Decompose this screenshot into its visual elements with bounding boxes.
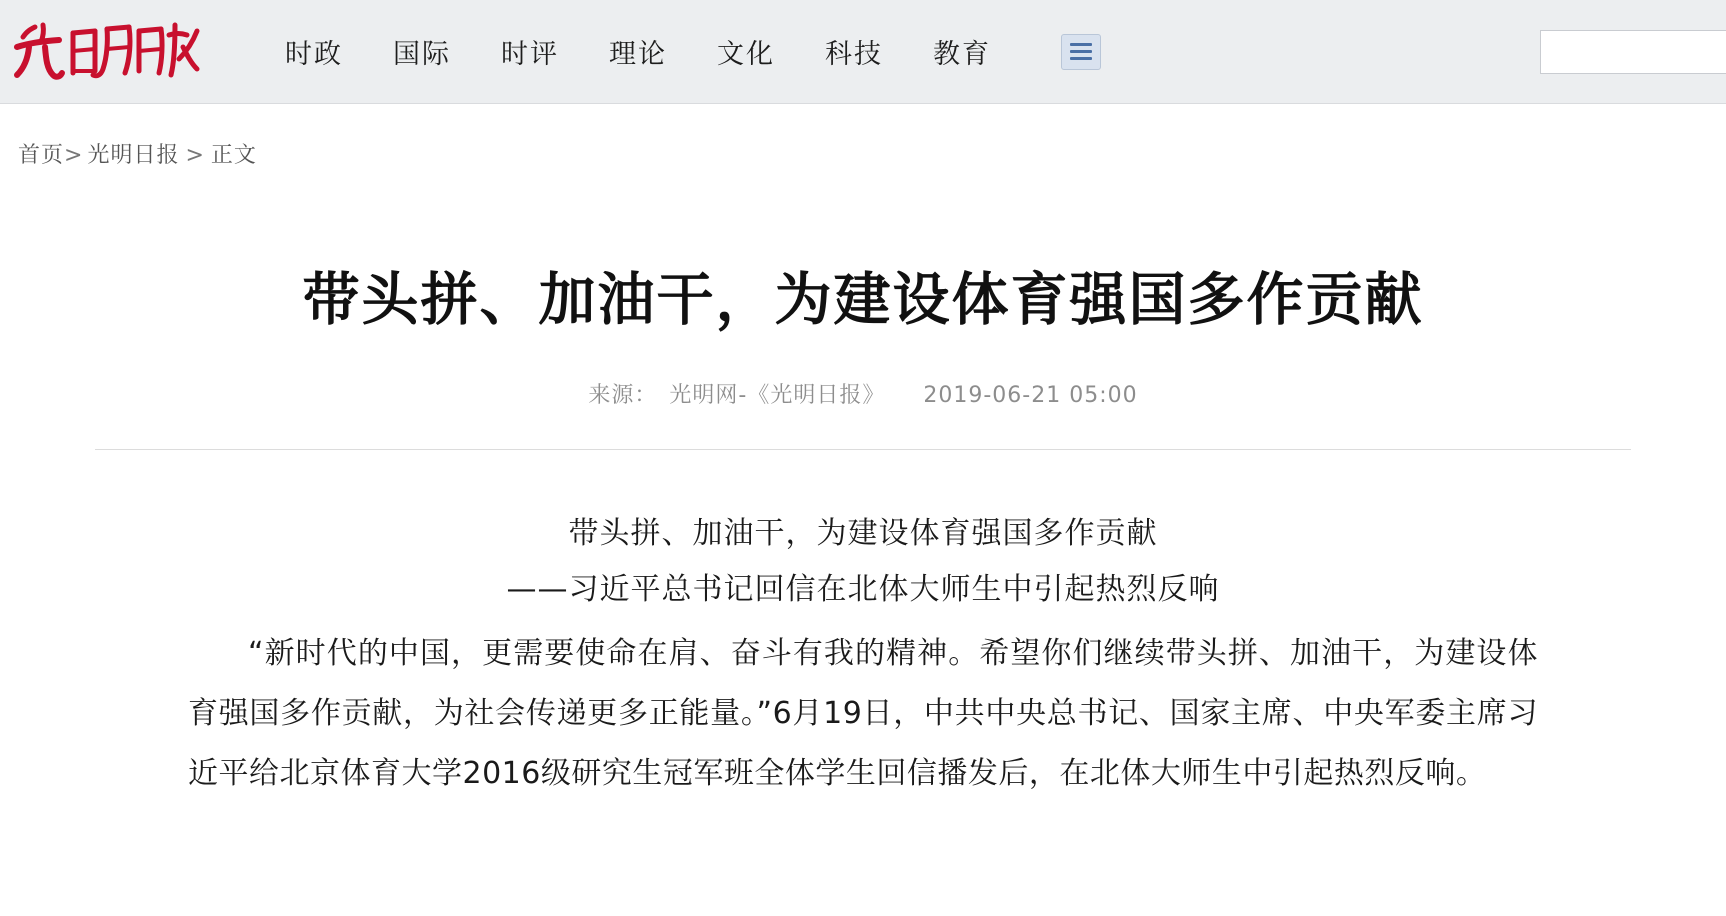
nav-item-lilun[interactable]: 理论 (609, 39, 667, 70)
page-title: 带头拼、加油干，为建设体育强国多作贡献 (302, 267, 1424, 333)
site-logo[interactable] (8, 16, 204, 88)
main-nav (260, 0, 1101, 103)
nav-item-keji[interactable]: 科技 (825, 39, 883, 70)
article-subtitle: ——习近平总书记回信在北体大师生中引起热烈反响 (506, 572, 1220, 608)
nav-item-jiaoyu[interactable]: 教育 (933, 39, 991, 70)
search-input[interactable] (1541, 31, 1726, 73)
article (95, 265, 1631, 804)
article-meta (95, 378, 1631, 409)
article-paragraph-1: “新时代的中国，更需要使命在肩、奋斗有我的精神。希望你们继续带头拼、加油干，为建设体育强国多作贡献，为社会传递更多正能量。”6月19日，中共中央总书记、国家主席、中央军委主席习近平给北京体育大学2016级研究生冠军班全体学生回信播发后，在北体大师生中引起热烈反响。 (188, 636, 1538, 792)
breadcrumb-home[interactable]: 首页 (18, 143, 65, 168)
article-inner-title: 带头拼、加油干，为建设体育强国多作贡献 (568, 516, 1158, 552)
breadcrumb-current: 正文 (210, 143, 257, 168)
search-box[interactable] (1540, 30, 1726, 74)
meta-source-label: 来源： (588, 383, 658, 409)
article-body (188, 450, 1538, 804)
nav-item-shizheng[interactable]: 时政 (285, 39, 343, 70)
nav-item-guoji[interactable]: 国际 (393, 39, 451, 70)
hamburger-menu-icon[interactable] (1061, 34, 1101, 70)
breadcrumb-section[interactable]: 光明日报 (87, 143, 180, 168)
site-header (0, 0, 1726, 104)
nav-item-wenhua[interactable]: 文化 (717, 39, 775, 70)
nav-item-shiping[interactable]: 时评 (501, 39, 559, 70)
breadcrumb-separator-2: > (185, 143, 205, 168)
breadcrumb-separator-1: > (64, 143, 84, 168)
meta-publish-date: 2019-06-21 05:00 (923, 383, 1138, 409)
meta-source-value: 光明网-《光明日报》 (669, 383, 886, 409)
breadcrumb (18, 138, 1726, 169)
